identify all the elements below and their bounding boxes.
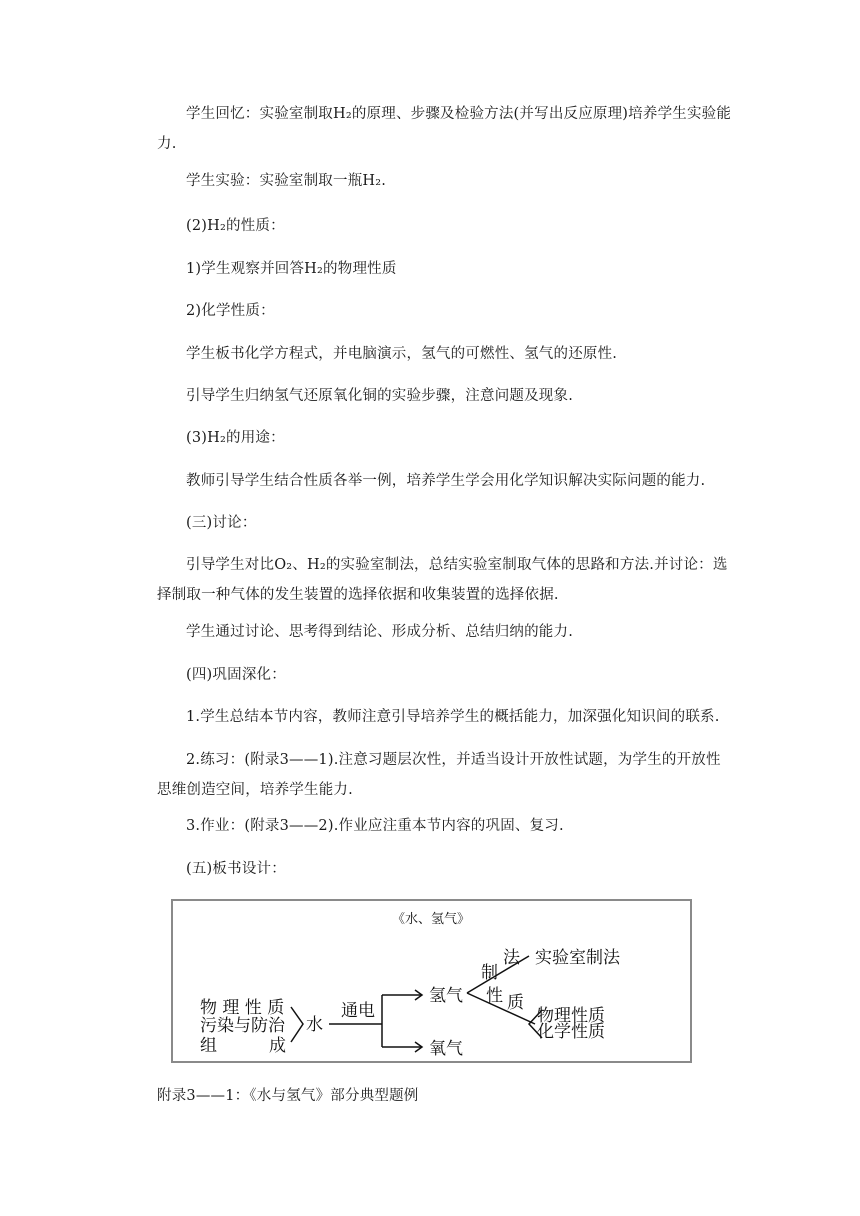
heading-chemical-properties: 2)化学性质： [186, 303, 275, 319]
diagram-prop-b: 质 [507, 993, 524, 1013]
blackboard-diagram-svg [173, 901, 690, 1061]
diagram-prep-a: 制 [481, 963, 498, 983]
paragraph-exercises: 2.练习：(附录3——1).注意习题层次性，并适当设计开放性试题，为学生的开放性思维创造空间，培养学生能力. [157, 752, 721, 798]
diagram-oxygen: 氧气 [429, 1039, 463, 1059]
diagram-label-composition-a: 组 [200, 1036, 217, 1056]
appendix-title: 附录3——1：《水与氢气》部分典型题例 [157, 1088, 419, 1104]
diagram-label-physical-properties: 物 理 性 质 [200, 998, 285, 1018]
paragraph-homework: 3.作业：(附录3——2).作业应注重本节内容的巩固、复习. [186, 818, 564, 834]
paragraph-physical-properties: 1)学生观察并回答H₂的物理性质 [186, 261, 397, 277]
paragraph-blackboard-equations: 学生板书化学方程式，并电脑演示，氢气的可燃性、氢气的还原性. [186, 346, 618, 362]
diagram-electrolysis: 通电 [341, 1001, 375, 1021]
diagram-chemical: 化学性质 [537, 1022, 605, 1042]
diagram-label-pollution: 污染与防治 [200, 1016, 285, 1036]
paragraph-discussion-ability: 学生通过讨论、思考得到结论、形成分析、总结归纳的能力. [186, 624, 574, 640]
diagram-prep-b: 法 [503, 948, 520, 968]
diagram-label-composition-b: 成 [269, 1036, 286, 1056]
paragraph-compare-o2-h2: 引导学生对比O₂、H₂的实验室制法，总结实验室制取气体的思路和方法.并讨论：选择制取一种气体的发生装置的选择依据和收集装置的选择依据. [157, 557, 728, 603]
paragraph-student-recall: 学生回忆：实验室制取H₂的原理、步骤及检验方法(并写出反应原理)培养学生实验能力. [157, 106, 732, 152]
paragraph-copper-oxide-reduction: 引导学生归纳氢气还原氧化铜的实验步骤，注意问题及现象. [186, 388, 574, 404]
diagram-water: 水 [306, 1015, 323, 1035]
blackboard-diagram [171, 899, 692, 1063]
diagram-prep-result: 实验室制法 [535, 948, 620, 968]
heading-h2-uses: (3)H₂的用途： [186, 430, 285, 446]
diagram-physical: 物理性质 [537, 1006, 605, 1026]
diagram-title: 《水、氢气》 [391, 912, 471, 927]
heading-consolidation: (四)巩固深化： [186, 667, 286, 683]
diagram-prop-a: 性 [486, 986, 503, 1006]
left-bracket [291, 1007, 303, 1042]
paragraph-summary: 1.学生总结本节内容，教师注意引导培养学生的概括能力，加深强化知识间的联系. [186, 709, 720, 725]
heading-discussion: (三)讨论： [186, 515, 257, 531]
paragraph-uses-examples: 教师引导学生结合性质各举一例，培养学生学会用化学知识解决实际问题的能力. [186, 473, 706, 489]
heading-blackboard-design: (五)板书设计： [186, 861, 286, 877]
paragraph-student-experiment: 学生实验：实验室制取一瓶H₂. [186, 173, 387, 189]
heading-h2-properties: (2)H₂的性质： [186, 218, 285, 234]
diagram-hydrogen: 氢气 [429, 986, 463, 1006]
